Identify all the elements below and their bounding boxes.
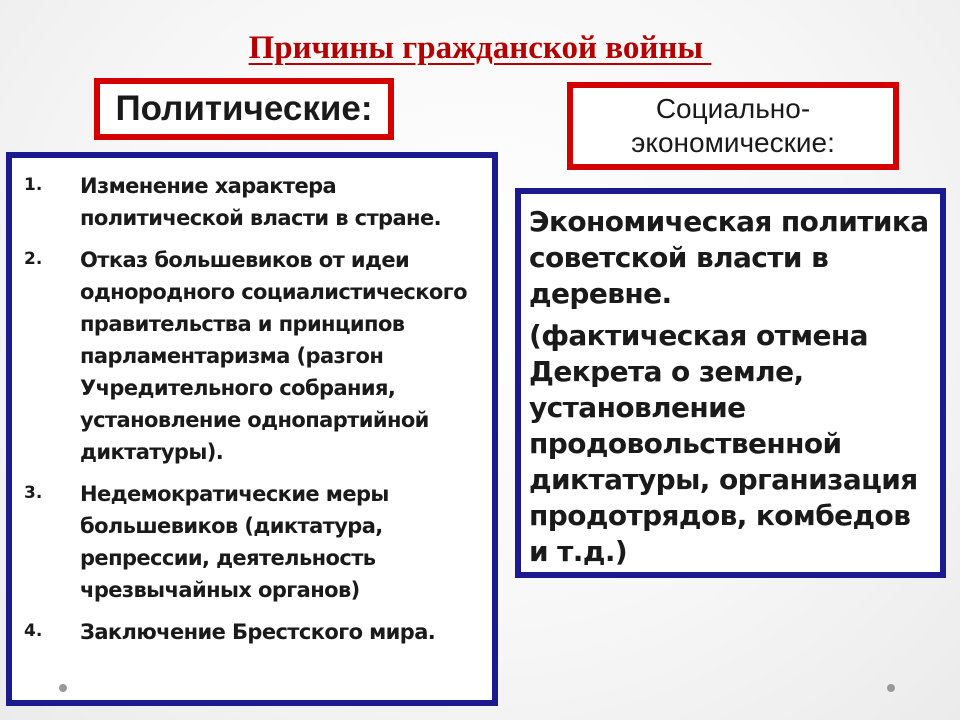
item-number: 1. <box>24 175 43 195</box>
slide-title: Причины гражданской войны <box>248 30 712 66</box>
item-number: 3. <box>24 483 43 503</box>
item-text: Отказ большевиков от идеи однородного социалистического правительства и принципов парламентаризма (разгон Учредительного собрания, установление однопартийной диктатуры). <box>80 248 467 464</box>
political-causes-list <box>24 170 482 648</box>
list-item <box>24 170 482 234</box>
item-text: Заключение Брестского мира. <box>80 620 436 644</box>
political-causes-heading: Политические: <box>94 78 394 140</box>
decorative-dot <box>59 684 67 692</box>
item-number: 4. <box>24 621 43 641</box>
item-text: Недемократические меры большевиков (диктатура, репрессии, деятельность чрезвычайных органов) <box>80 482 389 602</box>
item-text: Изменение характера политической власти в стране. <box>80 174 441 230</box>
socioeconomic-causes-heading: Социально-экономические: <box>567 82 899 170</box>
economic-policy-text: Экономическая политика советской власти в деревне. <box>529 205 929 310</box>
political-causes-panel <box>6 152 498 706</box>
socioeconomic-causes-panel <box>515 188 946 578</box>
list-item <box>24 478 482 606</box>
decorative-dot <box>887 684 895 692</box>
list-item <box>24 616 482 648</box>
economic-policy-details: (фактическая отмена Декрета о земле, установление продовольственной диктатуры, организация продотрядов, комбедов и т.д.) <box>529 319 918 568</box>
list-item <box>24 244 482 468</box>
item-number: 2. <box>24 249 43 269</box>
